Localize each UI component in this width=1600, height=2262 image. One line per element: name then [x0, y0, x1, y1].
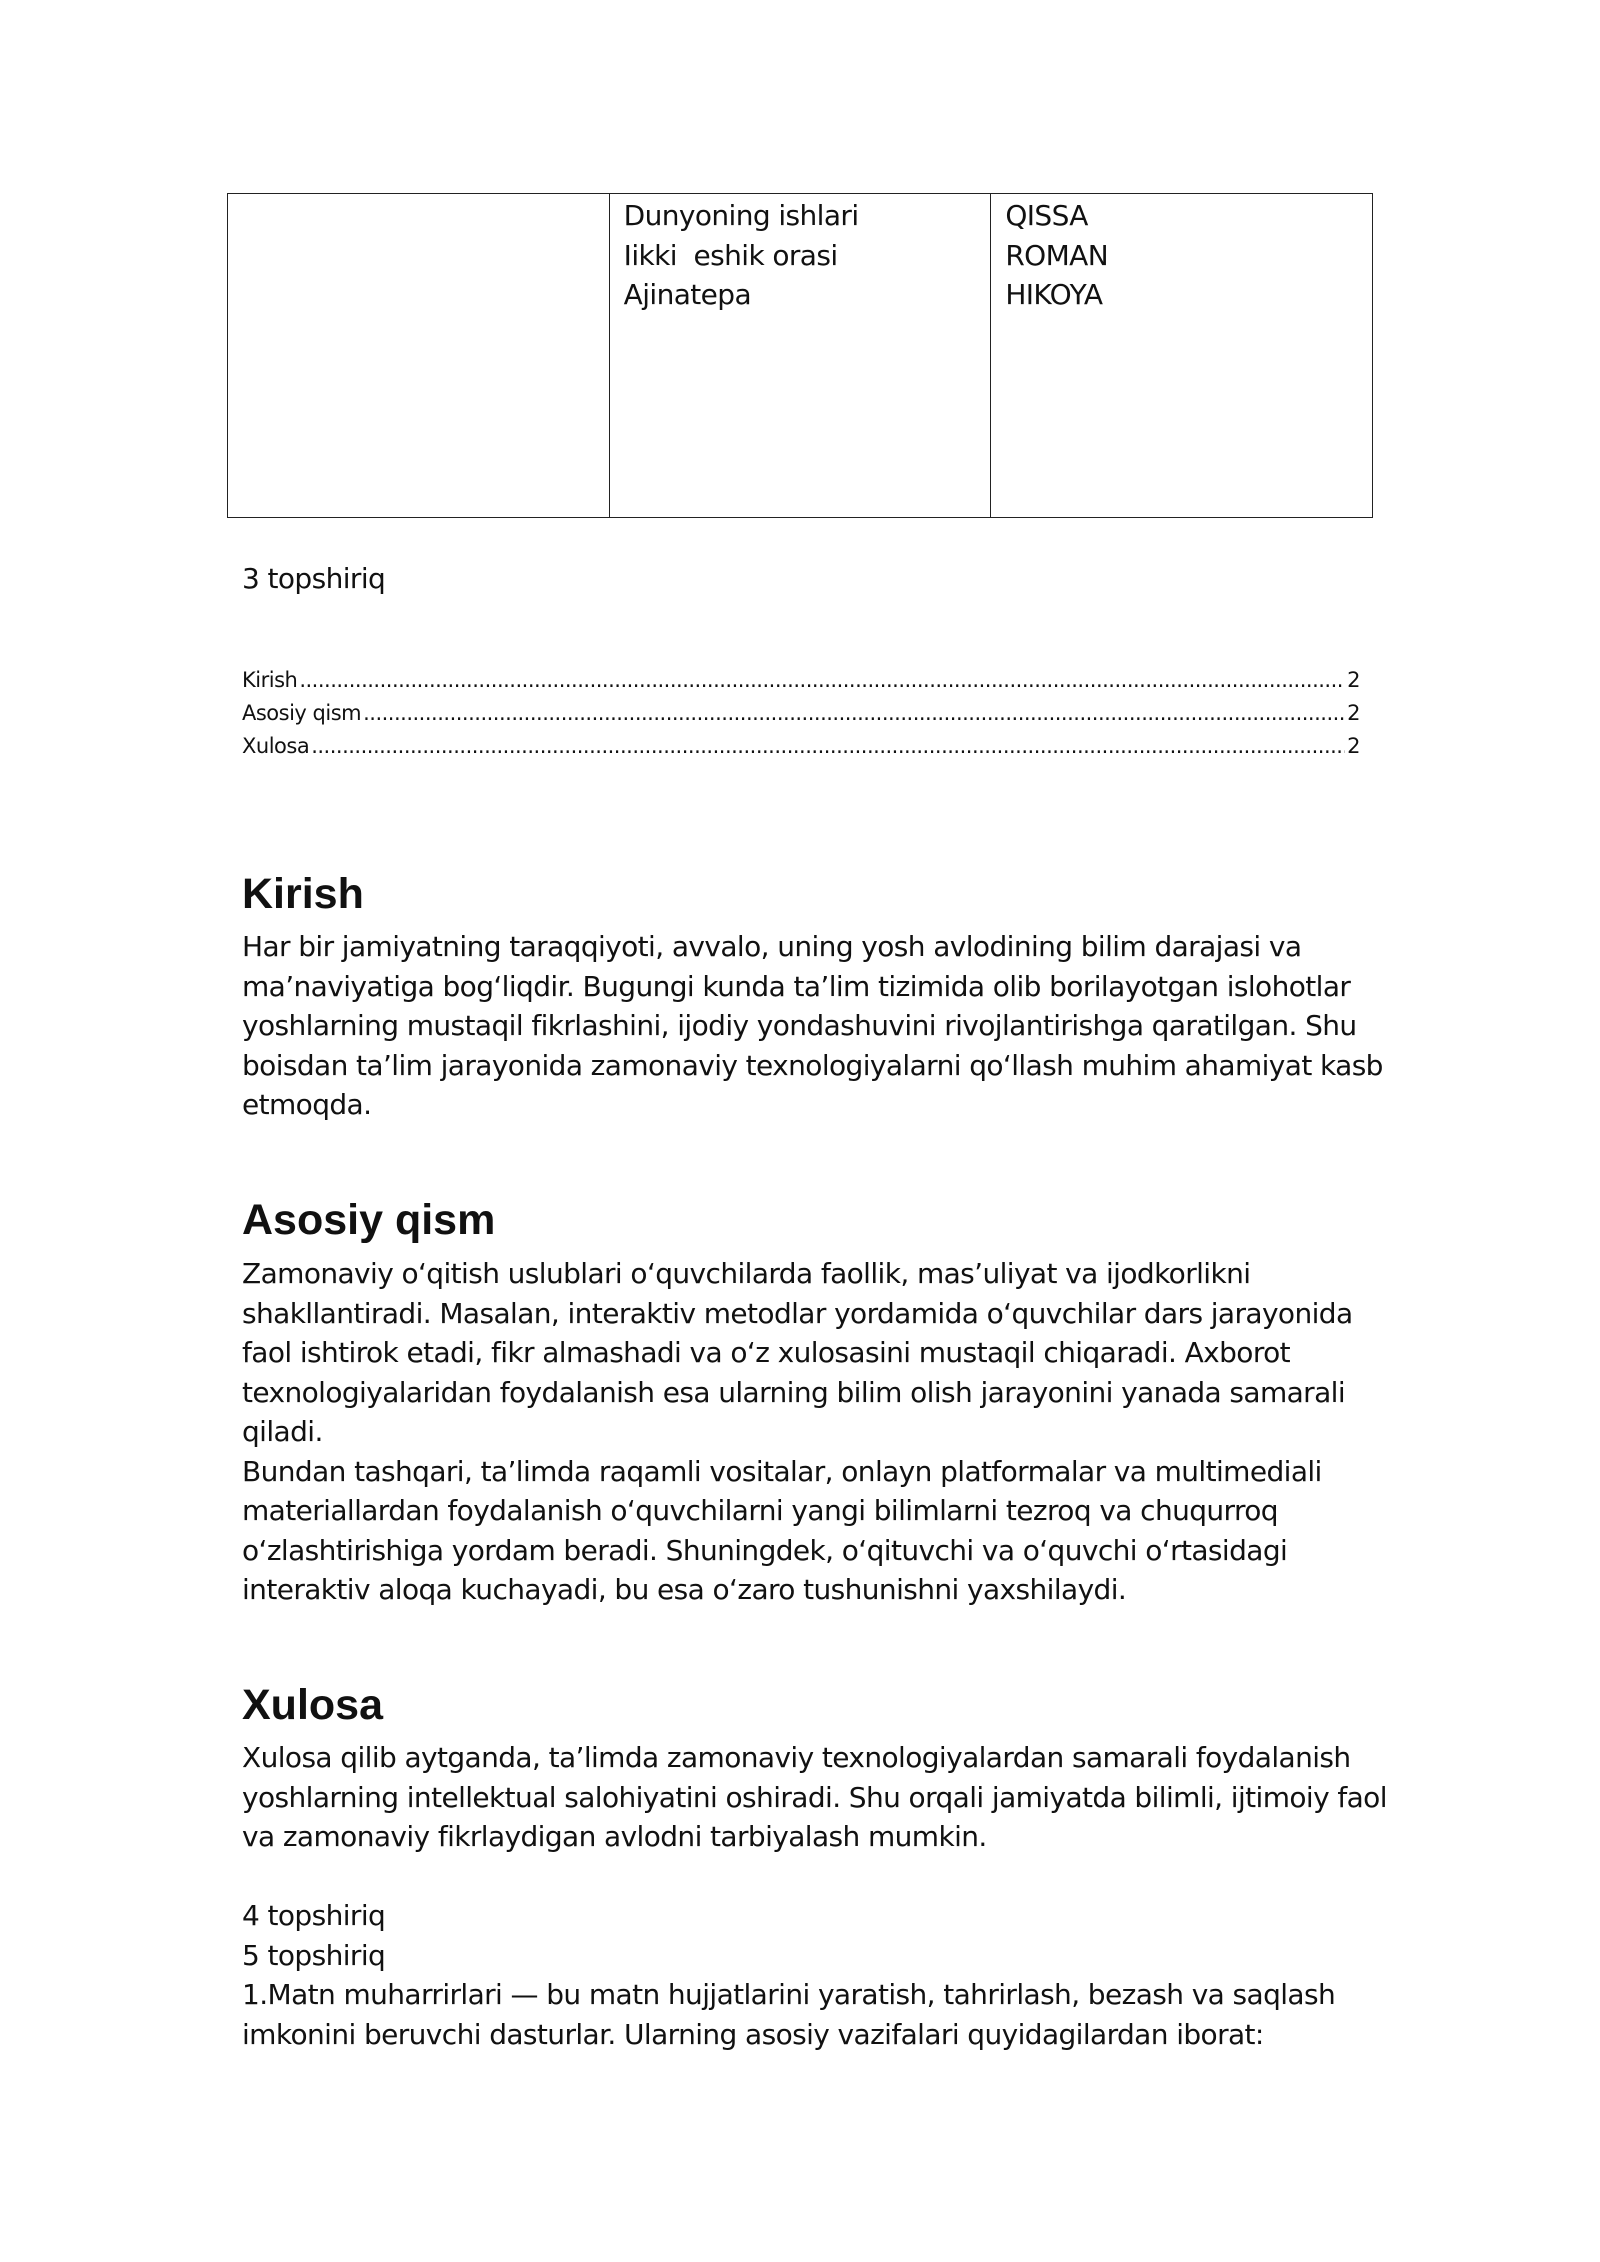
table-cell-empty	[228, 194, 610, 518]
work-title: Iikki eshik orasi	[623, 238, 838, 272]
table-cell-genres	[991, 194, 1373, 518]
paragraph-line: yoshlarning intellektual salohiyatini oshiradi. Shu orqali jamiyatda bilimli, ijtimoiy faol	[242, 1780, 1387, 1814]
task4-label: 4 topshiriq	[242, 1899, 386, 1932]
toc-entry-page: 2	[1347, 701, 1360, 725]
task5-label: 5 topshiriq	[242, 1938, 386, 1972]
paragraph-line: Bundan tashqari, ta’limda raqamli vositalar, onlayn platformalar va multimediali	[242, 1454, 1322, 1488]
toc-leader-dots	[299, 664, 1345, 697]
task3-label: 3 topshiriq	[242, 562, 386, 595]
paragraph-line: shakllantiradi. Masalan, interaktiv metodlar yordamida o‘quvchilar dars jarayonida	[242, 1296, 1353, 1330]
paragraph-line: texnologiyalaridan foydalanish esa ularning bilim olish jarayonini yanada samarali	[242, 1375, 1346, 1409]
toc-leader-dots	[363, 697, 1345, 730]
genre-label: QISSA	[1005, 199, 1088, 232]
genre-label: HIKOYA	[1005, 278, 1103, 311]
genre-label: ROMAN	[1005, 238, 1109, 272]
paragraph-line: materiallardan foydalanish o‘quvchilarni yangi bilimlarni tezroq va chuqurroq	[242, 1494, 1278, 1527]
paragraph-line: yoshlarning mustaqil fikrlashini, ijodiy yondashuvini rivojlantirishga qaratilgan. Shu	[242, 1009, 1357, 1042]
paragraph-asosiy-qism	[242, 1254, 1372, 1610]
work-title: Ajinatepa	[623, 278, 752, 311]
paragraph-tasks	[242, 1896, 1372, 2054]
paragraph-line: boisdan ta’lim jarayonida zamonaviy texnologiyalarni qo‘llash muhim ahamiyat kasb	[242, 1048, 1383, 1082]
paragraph-line: ma’naviyatiga bog‘liqdir. Bugungi kunda ta’lim tizimida olib borilayotgan islohotlar	[242, 969, 1351, 1003]
toc-entry[interactable]	[242, 664, 1360, 697]
toc-entry[interactable]	[242, 697, 1360, 730]
paragraph-line: interaktiv aloqa kuchayadi, bu esa o‘zaro tushunishni yaxshilaydi.	[242, 1573, 1127, 1606]
paragraph-kirish	[242, 927, 1383, 1125]
work-title: Dunyoning ishlari	[623, 199, 859, 232]
paragraph-line: qiladi.	[242, 1415, 323, 1448]
heading-kirish: Kirish	[242, 870, 364, 918]
paragraph-line: faol ishtirok etadi, fikr almashadi va o‘z xulosasini mustaqil chiqaradi. Axborot	[242, 1336, 1291, 1369]
paragraph-line: o‘zlashtirishiga yordam beradi. Shuningdek, o‘qituvchi va o‘quvchi o‘rtasidagi	[242, 1533, 1288, 1567]
paragraph-line: Har bir jamiyatning taraqqiyoti, avvalo, uning yosh avlodining bilim darajasi va	[242, 930, 1302, 963]
table-cell-works	[609, 194, 991, 518]
paragraph-line: Xulosa qilib aytganda, ta’limda zamonaviy texnologiyalardan samarali foydalanish	[242, 1741, 1351, 1774]
paragraph-line: 1.Matn muharrirlari — bu matn hujjatlarini yaratish, tahrirlash, bezash va saqlash	[242, 1978, 1336, 2011]
table-row	[228, 194, 1373, 518]
toc-leader-dots	[311, 730, 1345, 763]
toc-entry-label: Xulosa	[242, 734, 310, 758]
paragraph-xulosa	[242, 1738, 1387, 1857]
toc-entry-label: Kirish	[242, 668, 298, 692]
heading-xulosa: Xulosa	[242, 1681, 383, 1729]
paragraph-line: Zamonaviy o‘qitish uslublari o‘quvchilarda faollik, mas’uliyat va ijodkorlikni	[242, 1257, 1251, 1290]
toc-entry[interactable]	[242, 730, 1360, 763]
works-genre-table	[227, 193, 1373, 518]
table-of-contents	[242, 664, 1360, 763]
toc-entry-page: 2	[1347, 668, 1360, 692]
heading-asosiy-qism: Asosiy qism	[242, 1196, 496, 1244]
paragraph-line: imkonini beruvchi dasturlar. Ularning asosiy vazifalari quyidagilardan iborat:	[242, 2017, 1264, 2051]
genres-list	[1005, 194, 1358, 315]
toc-entry-label: Asosiy qism	[242, 701, 362, 725]
works-list	[624, 194, 977, 315]
paragraph-line: etmoqda.	[242, 1088, 372, 1121]
toc-entry-page: 2	[1347, 734, 1360, 758]
paragraph-line: va zamonaviy fikrlaydigan avlodni tarbiyalash mumkin.	[242, 1820, 987, 1853]
